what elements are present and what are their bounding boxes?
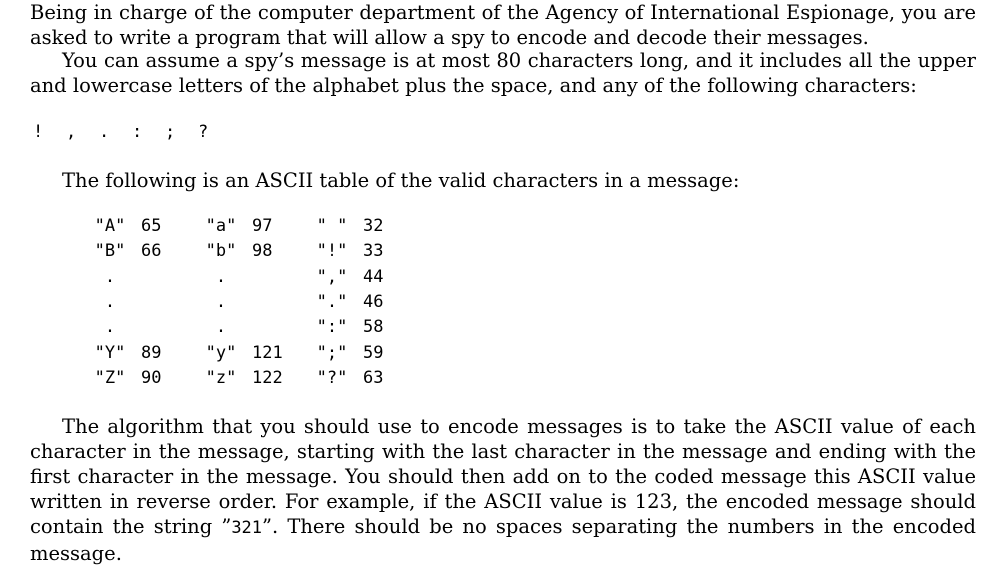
ascii-code-cell: 122 [252, 368, 283, 388]
ascii-char-cell: "," [316, 267, 348, 287]
ascii-char-cell: ";" [316, 343, 348, 363]
ascii-char-cell: "Y" [94, 343, 126, 363]
ascii-code-cell: 90 [141, 368, 162, 388]
message-constraints-paragraph: You can assume a spy’s message is at most 80 characters long, and it includes all the upper and lowercase letters of the alphabet plus the space, and any of the following characters: [30, 49, 976, 97]
special-char: ; [165, 122, 176, 142]
ascii-char-cell: "z" [205, 368, 237, 388]
ascii-char-cell: "b" [205, 241, 237, 261]
ascii-code-cell: 89 [141, 343, 162, 363]
example-code: 321 [231, 518, 263, 538]
ascii-char-cell: "?" [316, 368, 348, 388]
special-char: , [66, 122, 77, 142]
special-char: . [99, 122, 110, 142]
ascii-char-cell: . [104, 292, 116, 312]
ascii-code-cell: 66 [141, 241, 162, 261]
special-char: ! [33, 122, 44, 142]
ascii-char-cell: "a" [205, 216, 237, 236]
ascii-code-cell: 97 [252, 216, 273, 236]
ascii-code-cell: 121 [252, 343, 283, 363]
special-char: ? [198, 122, 209, 142]
algorithm-text-end: ”. There should be no spaces separating the numbers in the encoded message. [30, 515, 977, 565]
ascii-char-cell: "y" [205, 343, 237, 363]
special-char: : [132, 122, 143, 142]
ascii-char-cell: . [104, 267, 116, 287]
ascii-code-cell: 63 [363, 368, 384, 388]
ascii-code-cell: 58 [363, 317, 384, 337]
ascii-code-cell: 65 [141, 216, 162, 236]
ascii-char-cell: "A" [94, 216, 126, 236]
intro-paragraph: Being in charge of the computer department of the Agency of International Espionage, you are asked to write a program that will allow a spy to encode and decode their messages. [30, 1, 976, 49]
ascii-code-cell: 46 [363, 292, 384, 312]
ascii-code-cell: 33 [363, 241, 384, 261]
ascii-char-cell: . [215, 317, 227, 337]
algorithm-text: The algorithm that you should use to encode messages is to take the ASCII value of each character in the message, starting with the last character in the message and ending with the first character in the message. You should then add on to the coded message this ASCII value written in reverse order. For example, if the ASCII value is 123, the encoded message should contain the string ” [30, 415, 976, 538]
ascii-code-cell: 59 [363, 343, 384, 363]
algorithm-paragraph [30, 414, 976, 566]
ascii-code-cell: 32 [363, 216, 384, 236]
ascii-code-cell: 44 [363, 267, 384, 287]
ascii-char-cell: ":" [316, 317, 348, 337]
ascii-char-cell: "!" [316, 241, 348, 261]
ascii-char-cell: "Z" [94, 368, 126, 388]
ascii-code-cell: 98 [252, 241, 273, 261]
ascii-char-cell: . [215, 267, 227, 287]
ascii-char-cell: "." [316, 292, 348, 312]
ascii-char-cell: " " [316, 216, 348, 236]
ascii-char-cell: "B" [94, 241, 126, 261]
ascii-char-cell: . [215, 292, 227, 312]
ascii-char-cell: . [104, 317, 116, 337]
ascii-table-intro: The following is an ASCII table of the valid characters in a message: [62, 169, 740, 192]
ascii-table [30, 214, 430, 394]
